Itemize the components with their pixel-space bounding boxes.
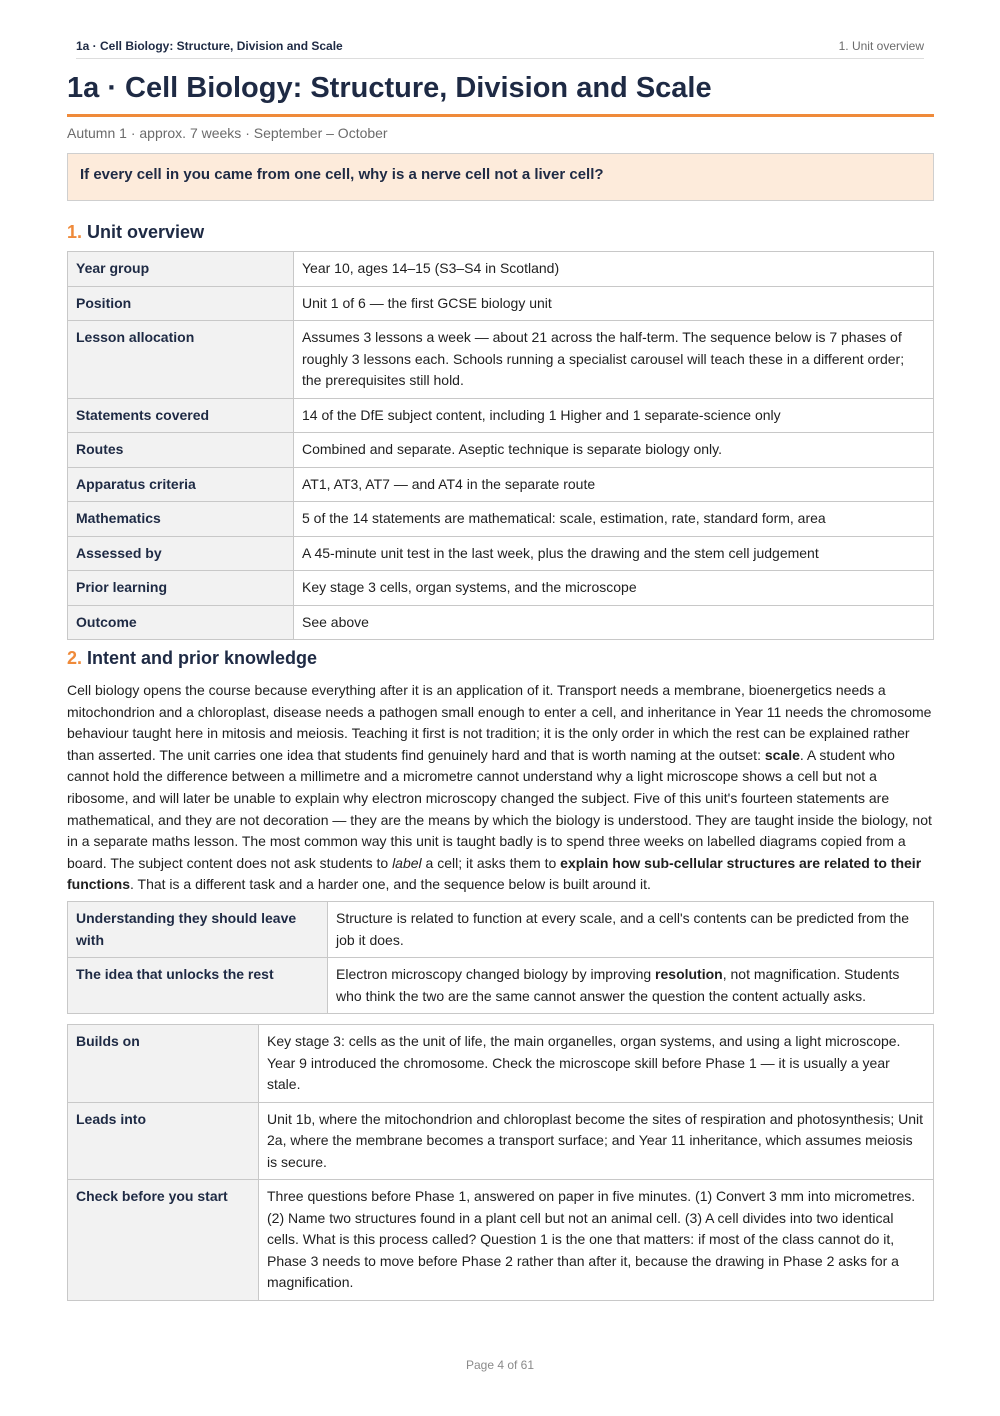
paragraph-text: . A student who cannot hold the difference between a millimetre and a micrometre cannot understand why a light microscope shows a cell but not a ribosome, and will later be unable to explain why electron microscopy changed the subject. Five of this unit's fourteen statements are mathematical, and they are not decoration — they are the means by which the biology is understood. They are taught inside the biology, not in a separate maths lesson. The most common way this unit is taught badly is to spend three weeks on labelled diagrams copied from a board. The subject content does not ask students to <box>67 746 932 871</box>
row-label: Prior learning <box>68 571 294 606</box>
intent-paragraph <box>67 680 937 896</box>
running-header-unit-title: 1a · Cell Biology: Structure, Division and Scale <box>76 39 343 53</box>
row-value: A 45-minute unit test in the last week, plus the drawing and the stem cell judgement <box>294 536 934 571</box>
running-header-section: 1. Unit overview <box>838 39 924 53</box>
emphasis-label: label <box>392 854 422 871</box>
paragraph-text: . That is a different task and a harder one, and the sequence below is built around it. <box>130 876 651 893</box>
row-label: Routes <box>68 433 294 468</box>
row-value: Unit 1b, where the mitochondrion and chloroplast become the sites of respiration and photosynthesis; Unit 2a, where the membrane becomes a transport surface; and Year 11 inheritance, which assumes meiosis is secure. <box>259 1102 934 1180</box>
row-value: Combined and separate. Aseptic technique is separate biology only. <box>294 433 934 468</box>
table-row <box>68 398 934 433</box>
section-heading-unit-overview <box>67 220 204 244</box>
row-label: Understanding they should leave with <box>68 902 328 958</box>
key-question-callout: If every cell in you came from one cell, why is a nerve cell not a liver cell? <box>67 153 934 201</box>
row-label: Position <box>68 286 294 321</box>
table-row <box>68 502 934 537</box>
understanding-table <box>67 901 934 1014</box>
page-title: 1a · Cell Biology: Structure, Division and Scale <box>67 70 934 117</box>
emphasis-scale: scale <box>764 746 800 763</box>
table-row <box>68 1102 934 1180</box>
row-label: Assessed by <box>68 536 294 571</box>
section-title: Intent and prior knowledge <box>87 648 318 668</box>
paragraph-text: a cell; it asks them to <box>421 854 561 871</box>
table-row <box>68 1180 934 1301</box>
table-row <box>68 467 934 502</box>
row-value: Structure is related to function at every scale, and a cell's contents can be predicted from the job it does. <box>328 902 934 958</box>
row-value: Assumes 3 lessons a week — about 21 across the half-term. The sequence below is 7 phases of roughly 3 lessons each. Schools running a specialist carousel will teach these in a different order; the prerequisites still hold. <box>294 321 934 399</box>
row-value: Unit 1 of 6 — the first GCSE biology unit <box>294 286 934 321</box>
row-value: Key stage 3: cells as the unit of life, the main organelles, organ systems, and using a light microscope. Year 9 introduced the chromosome. Check the microscope skill before Phase 1 — it is usually a year stale. <box>259 1025 934 1103</box>
builds-on-table <box>67 1024 934 1301</box>
row-label: Check before you start <box>68 1180 259 1301</box>
table-row <box>68 286 934 321</box>
row-value: Year 10, ages 14–15 (S3–S4 in Scotland) <box>294 252 934 287</box>
row-label: Builds on <box>68 1025 259 1103</box>
table-row <box>68 1025 934 1103</box>
row-value: 5 of the 14 statements are mathematical: scale, estimation, rate, standard form, area <box>294 502 934 537</box>
section-number: 1. <box>67 222 83 242</box>
row-value: Three questions before Phase 1, answered on paper in five minutes. (1) Convert 3 mm into micrometres. (2) Name two structures found in a plant cell but not an animal cell. (3) A cell divides into two identical cells. What is this process called? Question 1 is the one that matters: if most of the class cannot do it, Phase 3 needs to move before Phase 2 rather than after it, because the drawing in Phase 2 asks for a magnification. <box>259 1180 934 1301</box>
table-row <box>68 958 934 1014</box>
row-label: Mathematics <box>68 502 294 537</box>
table-row <box>68 536 934 571</box>
row-label: Leads into <box>68 1102 259 1180</box>
emphasis-resolution: resolution <box>655 966 723 982</box>
row-value: 14 of the DfE subject content, including 1 Higher and 1 separate-science only <box>294 398 934 433</box>
section-title: Unit overview <box>87 222 205 242</box>
table-row <box>68 571 934 606</box>
table-row <box>68 433 934 468</box>
row-label: Apparatus criteria <box>68 467 294 502</box>
table-row <box>68 252 934 287</box>
row-label: Outcome <box>68 605 294 640</box>
running-header <box>76 38 924 59</box>
row-label: Statements covered <box>68 398 294 433</box>
page-number: Page 4 of 61 <box>465 1358 535 1372</box>
row-label: Lesson allocation <box>68 321 294 399</box>
emphasis-explain: explain how sub-cellular structures are related to their functions <box>67 854 922 893</box>
unit-overview-table <box>67 251 934 640</box>
table-row <box>68 605 934 640</box>
cell-text: Electron microscopy changed biology by improving <box>336 966 656 982</box>
row-label: Year group <box>68 252 294 287</box>
paragraph-text: Cell biology opens the course because everything after it is an application of it. Transport needs a membrane, bioenergetics needs a mitochondrion and a chloroplast, disease needs a pathogen small enough to enter a cell, and inheritance in Year 11 needs the chromosome behaviour taught here in mitosis and meiosis. Teaching it first is not tradition; it is the only order in which the rest can be explained rather than asserted. The unit carries one idea that students find genuinely hard and that is worth naming at the outset: <box>67 682 932 763</box>
row-label: The idea that unlocks the rest <box>68 958 328 1014</box>
cell-text: , not magnification. Students who think the two are the same cannot answer the question the content actually asks. <box>336 966 900 1004</box>
section-heading-intent <box>67 646 317 670</box>
row-value: See above <box>294 605 934 640</box>
row-value: AT1, AT3, AT7 — and AT4 in the separate route <box>294 467 934 502</box>
table-row <box>68 321 934 399</box>
row-value <box>328 958 934 1014</box>
page-subtitle: Autumn 1 · approx. 7 weeks · September – October <box>67 125 388 141</box>
section-number: 2. <box>67 648 83 668</box>
table-row <box>68 902 934 958</box>
row-value: Key stage 3 cells, organ systems, and the microscope <box>294 571 934 606</box>
